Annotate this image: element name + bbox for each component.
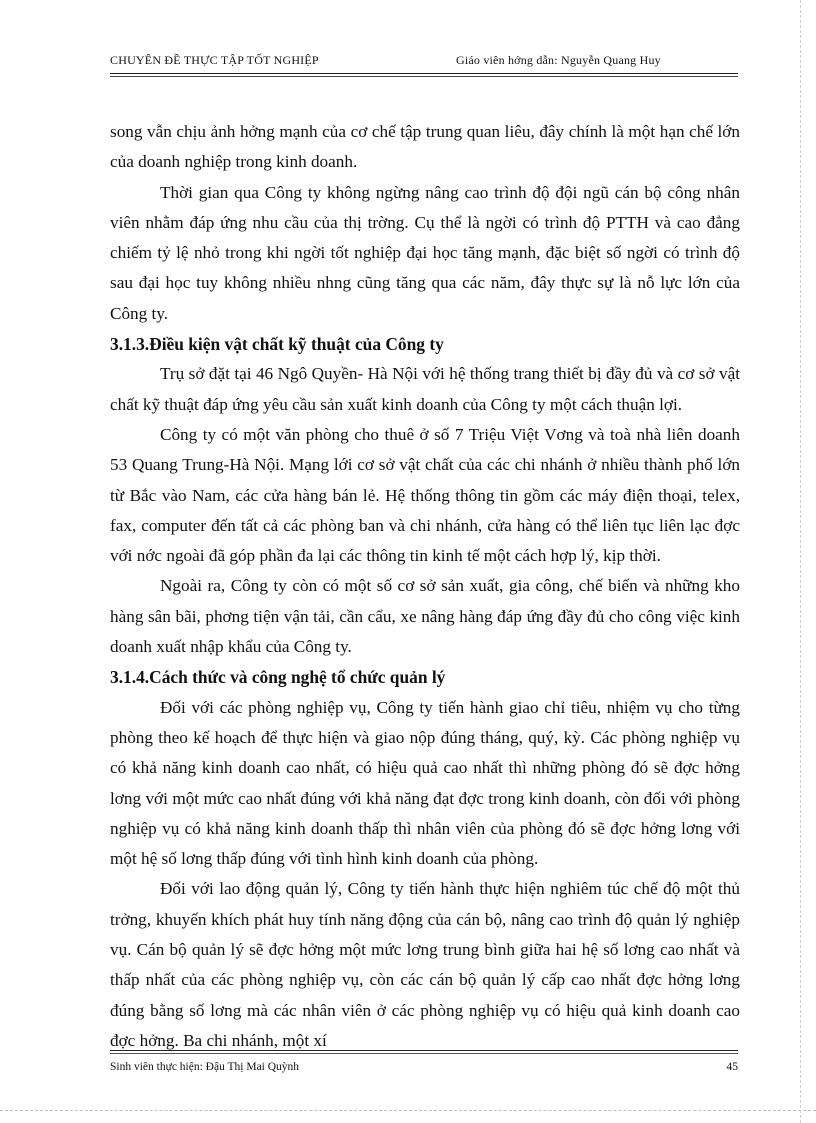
paragraph: Trụ sở đặt tại 46 Ngô Quyền- Hà Nội với hệ thống trang thiết bị đầy đủ và cơ sở vật chất kỹ thuật đáp ứng yêu cầu sản xuất kinh doanh của Công ty một cách thuận lợi. [110, 364, 740, 414]
section-heading: 3.1.3.Điều kiện vật chất kỹ thuật của Công ty [110, 334, 444, 355]
page-boundary-bottom [0, 1110, 816, 1111]
paragraph: Đối với các phòng nghiệp vụ, Công ty tiến hành giao chỉ tiêu, nhiệm vụ cho từng phòng theo kế hoạch để thực hiện và giao nộp đúng tháng, quý, kỳ. Các phòng nghiệp vụ có khả năng kinh doanh cao nhất, có hiệu quả cao nhất thì những phòng đó sẽ đợc hởng lơng với một mức cao nhất đúng với khả năng đạt đợc trong kinh doanh, còn đối với phòng nghiệp vụ có khả năng kinh doanh thấp thì nhân viên của phòng đó sẽ đợc hởng lơng với một hệ số lơng thấp đúng với tình hình kinh doanh của phòng. [110, 697, 740, 869]
header-rule [110, 76, 738, 77]
header-document-title: CHUYÊN ĐỀ THỰC TẬP TỐT NGHIỆP [110, 53, 319, 67]
paragraph: Đối với lao động quản lý, Công ty tiến hành thực hiện nghiêm túc chế độ một thủ trởng, khuyến khích phát huy tính năng động của cán bộ, nâng cao trình độ quản lý nghiệp vụ. Cán bộ quản lý sẽ đợc hởng một mức lơng trung bình giữa hai hệ số lơng cao nhất và thấp nhất của các phòng nghiệp vụ, còn các cán bộ quản lý cấp cao nhất đợc hởng lơng đúng bằng số lơng mà các nhân viên ở các phòng nghiệp vụ có hiệu quả kinh doanh cao đợc hởng. Ba chi nhánh, một xí [110, 879, 740, 1050]
footer-rule [110, 1053, 738, 1054]
footer-student-name: Sinh viên thực hiện: Đậu Thị Mai Quỳnh [110, 1061, 300, 1073]
paragraph: Ngoài ra, Công ty còn có một số cơ sở sản xuất, gia công, chế biến và những kho hàng sân bãi, phơng tiện vận tải, cần cẩu, xe nâng hàng đáp ứng đầy đủ cho công việc kinh doanh xuất nhập khẩu của Công ty. [110, 576, 740, 657]
page-number: 45 [726, 1061, 738, 1073]
paragraph: Thời gian qua Công ty không ngừng nâng cao trình độ đội ngũ cán bộ công nhân viên nhằm đáp ứng nhu cầu của thị trờng. Cụ thể là ngời có trình độ PTTH và cao đẳng chiếm tỷ lệ nhỏ trong khi ngời tốt nghiệp đại học tăng mạnh, đặc biệt số ngời có trình độ sau đại học tuy không nhiều nhng cũng tăng qua các năm, đây thực sự là nỗ lực lớn của Công ty. [110, 182, 740, 323]
header-supervisor: Giáo viên hớng dẫn: Nguyễn Quang Huy [456, 53, 661, 67]
paragraph: song vẫn chịu ảnh hởng mạnh của cơ chế tập trung quan liêu, đây chính là một hạn chế lớn của doanh nghiệp trong kinh doanh. [110, 122, 740, 172]
page-header [110, 51, 738, 74]
document-body [110, 117, 740, 1056]
section-heading: 3.1.4.Cách thức và công nghệ tổ chức quản lý [110, 667, 446, 688]
paragraph: Công ty có một văn phòng cho thuê ở số 7 Triệu Việt Vơng và toà nhà liên doanh 53 Quang Trung-Hà Nội. Mạng lới cơ sở vật chất của các chi nhánh ở nhiều thành phố lớn từ Bắc vào Nam, các cửa hàng bán lẻ. Hệ thống thông tin gồm các máy điện thoại, telex, fax, computer đến tất cả các phòng ban và chi nhánh, cửa hàng có thể liên tục liên lạc đợc với nớc ngoài đã góp phần đa lại các thông tin kinh tế một cách hợp lý, kịp thời. [110, 424, 740, 566]
page-footer [110, 1050, 738, 1073]
page-boundary-right [800, 0, 801, 1123]
